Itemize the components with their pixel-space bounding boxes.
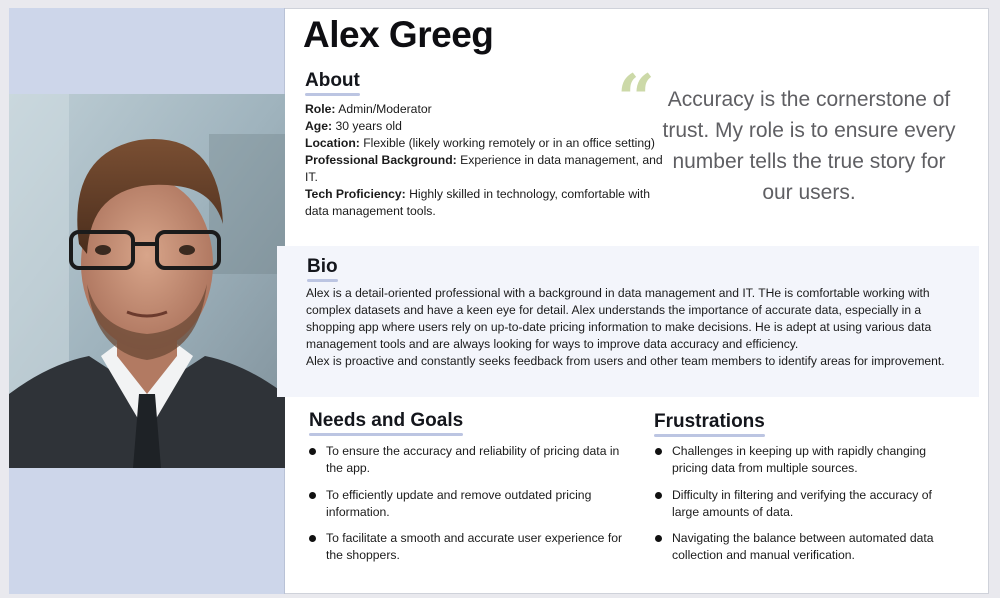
persona-photo xyxy=(9,94,285,468)
about-item-role xyxy=(305,101,667,118)
needs-item-text: To efficiently update and remove outdated pricing information. xyxy=(326,488,592,519)
bullet-icon xyxy=(655,448,662,455)
about-label: Age: xyxy=(305,119,333,133)
needs-item-text: To facilitate a smooth and accurate user experience for the shoppers. xyxy=(326,531,623,562)
needs-title-underline xyxy=(309,433,463,436)
needs-item-text: To ensure the accuracy and reliability of pricing data in the app. xyxy=(326,444,620,475)
about-item-tech xyxy=(305,186,667,220)
persona-name: Alex Greeg xyxy=(303,14,494,55)
frustrations-title-underline xyxy=(654,434,765,437)
about-value: Admin/Moderator xyxy=(338,102,432,116)
frustrations-item-text: Navigating the balance between automated data collection and manual verification. xyxy=(672,531,934,562)
bullet-icon xyxy=(655,492,662,499)
about-title xyxy=(305,70,360,96)
about-title-text: About xyxy=(305,70,360,91)
about-value: 30 years old xyxy=(335,119,402,133)
persona-quote: Accuracy is the cornerstone of trust. My role is to ensure every number tells the true story for our users. xyxy=(662,88,956,204)
about-title-underline xyxy=(305,93,360,96)
about-value: Highly skilled in technology, comfortable with data management tools. xyxy=(305,187,651,218)
bullet-icon xyxy=(309,492,316,499)
bio-paragraph: Alex is proactive and constantly seeks feedback from users and other team members to identify areas for improvement. xyxy=(306,354,945,368)
about-label: Location: xyxy=(305,136,360,150)
about-label: Professional Background: xyxy=(305,153,457,167)
bio-title xyxy=(307,256,338,282)
portrait-image xyxy=(9,94,285,468)
frustrations-title xyxy=(654,411,765,437)
about-item-background xyxy=(305,152,667,186)
about-label: Role: xyxy=(305,102,336,116)
about-label: Tech Proficiency: xyxy=(305,187,406,201)
bullet-icon xyxy=(655,535,662,542)
needs-title-text: Needs and Goals xyxy=(309,410,464,431)
frustrations-title-text: Frustrations xyxy=(654,411,765,432)
about-item-age xyxy=(305,118,667,135)
bullet-icon xyxy=(309,448,316,455)
bullet-icon xyxy=(309,535,316,542)
quote-mark-icon: “ xyxy=(617,60,655,138)
about-value: Flexible (likely working remotely or in an office setting) xyxy=(363,136,655,150)
bio-text xyxy=(306,285,966,370)
needs-title xyxy=(309,410,463,436)
about-list xyxy=(305,101,667,220)
about-item-location xyxy=(305,135,667,152)
about-value: Experience in data management, and IT. xyxy=(305,153,663,184)
bio-title-underline xyxy=(307,279,338,282)
bio-paragraph: Alex is a detail-oriented professional with a background in data management and IT. THe is comfortable working with complex datasets and have a keen eye for detail. Alex understands the importance of accurate data, especially in a shopping app where users rely on up-to-date pricing information to make decisions. He is adept at using various data management tools and are always looking for ways to improve data accuracy and efficiency. xyxy=(306,286,932,351)
left-column xyxy=(9,8,285,594)
frustrations-item-text: Difficulty in filtering and verifying the accuracy of large amounts of data. xyxy=(672,488,932,519)
frustrations-item-text: Challenges in keeping up with rapidly changing pricing data from multiple sources. xyxy=(672,444,927,475)
bio-title-text: Bio xyxy=(307,256,338,277)
